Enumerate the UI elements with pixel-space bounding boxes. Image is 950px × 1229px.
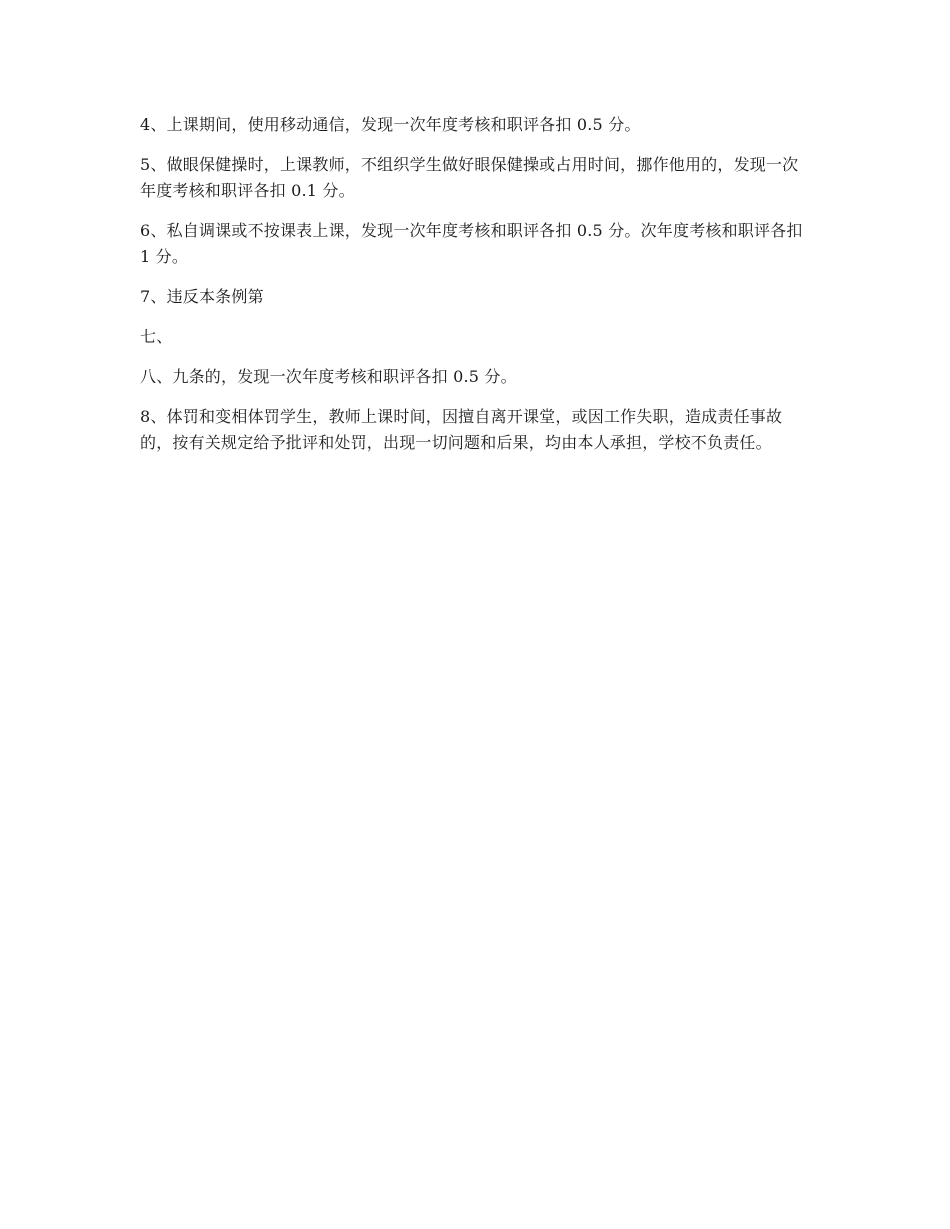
paragraph-item-4: 4、上课期间，使用移动通信，发现一次年度考核和职评各扣 0.5 分。 xyxy=(140,115,641,134)
paragraph-section-eight-nine: 八、九条的，发现一次年度考核和职评各扣 0.5 分。 xyxy=(140,367,517,386)
paragraph-section-seven: 七、 xyxy=(140,327,173,346)
paragraph-item-6: 6、私自调课或不按课表上课，发现一次年度考核和职评各扣 0.5 分。次年度考核和职评各扣 1 分。 xyxy=(140,221,803,266)
paragraph-item-5: 5、做眼保健操时，上课教师，不组织学生做好眼保健操或占用时间，挪作他用的，发现一次年度考核和职评各扣 0.1 分。 xyxy=(140,155,799,200)
paragraph-item-7: 7、违反本条例第 xyxy=(140,287,264,306)
paragraph-item-8: 8、体罚和变相体罚学生，教师上课时间，因擅自离开课堂，或因工作失职，造成责任事故的，按有关规定给予批评和处罚，出现一切问题和后果，均由本人承担，学校不负责任。 xyxy=(140,407,783,452)
document-body xyxy=(140,112,812,470)
